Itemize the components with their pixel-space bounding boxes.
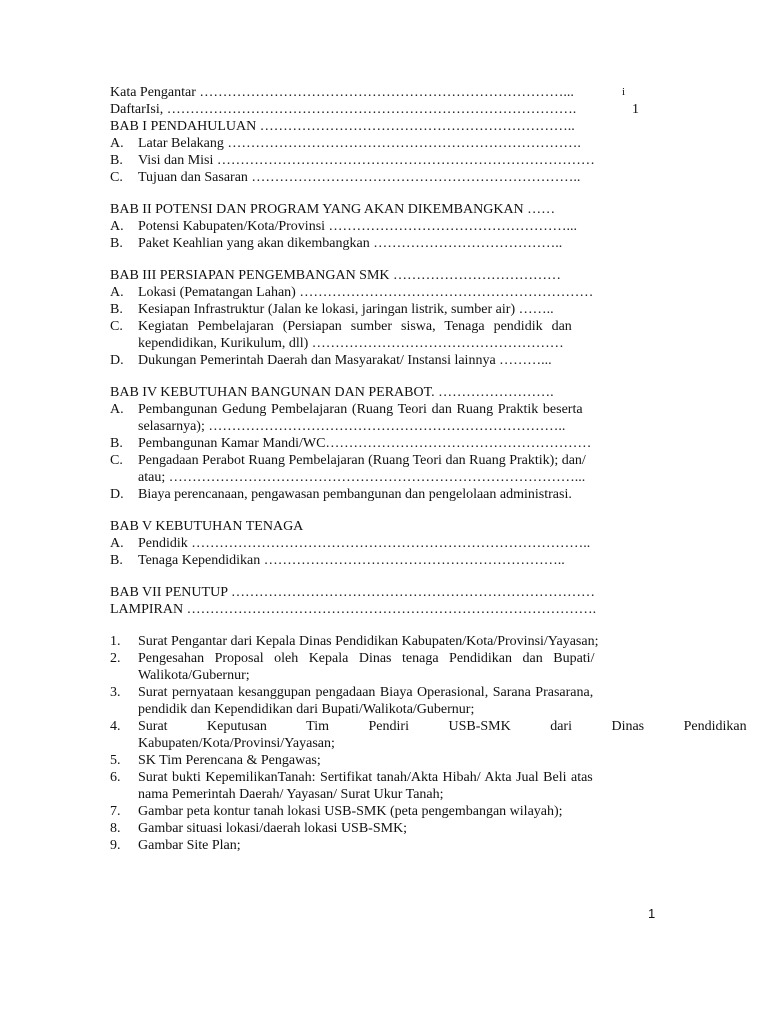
- attachment-list-item: [110, 820, 658, 837]
- chapter-heading: BAB III PERSIAPAN PENGEMBANGAN SMK ………………………………: [110, 268, 562, 283]
- table-of-contents: [110, 84, 747, 854]
- chapter-heading: BAB VII PENUTUP ……………………………………………………………………: [110, 585, 595, 600]
- attachment-list-item: [110, 650, 658, 684]
- toc-sub-item: [110, 318, 658, 352]
- item-number: 2.: [110, 651, 121, 666]
- item-text: Pembangunan Kamar Mandi/WC…………………………………………………: [138, 436, 592, 451]
- item-number: 5.: [110, 753, 121, 768]
- attachment-list-item: [110, 803, 658, 820]
- item-text: Pengadaan Perabot Ruang Pembelajaran (Ruang Teori dan Ruang Praktik); dan/: [138, 453, 586, 468]
- attachment-list-item: [110, 837, 658, 854]
- item-number: 7.: [110, 804, 121, 819]
- toc-sub-item: [110, 218, 658, 235]
- item-marker: A.: [110, 285, 124, 300]
- item-text: Surat Pengantar dari Kepala Dinas Pendidikan Kabupaten/Kota/Provinsi/Yayasan;: [138, 634, 599, 649]
- attachment-list-item: [110, 684, 658, 718]
- toc-sub-item: [110, 135, 658, 152]
- item-marker: C.: [110, 170, 123, 185]
- toc-page-number: i: [622, 86, 626, 98]
- item-number: 4.: [110, 719, 121, 734]
- item-text-continuation: kependidikan, Kurikulum, dll) ………………………………………………: [138, 336, 564, 351]
- toc-sub-item: [110, 301, 658, 318]
- item-text: Latar Belakang ………………………………………………………………….: [138, 136, 581, 151]
- item-text: SK Tim Perencana & Pengawas;: [138, 753, 321, 768]
- item-text-continuation: atau; ……………………………………………………………………………...: [138, 470, 586, 485]
- attachment-list-item: [110, 718, 747, 752]
- item-text-continuation: Walikota/Gubernur;: [138, 668, 250, 683]
- item-text: Pengesahan Proposal oleh Kepala Dinas tenaga Pendidikan dan Bupati/: [138, 651, 595, 666]
- item-marker: A.: [110, 136, 124, 151]
- item-marker: B.: [110, 302, 123, 317]
- toc-sub-item: [110, 401, 658, 435]
- item-text: Surat Keputusan Tim Pendiri USB-SMK dari Dinas Pendidikan: [138, 719, 747, 734]
- item-marker: C.: [110, 453, 123, 468]
- chapter-heading: BAB I PENDAHULUAN …………………………………………………………..: [110, 119, 575, 134]
- item-number: 1.: [110, 634, 121, 649]
- chapter-heading: BAB IV KEBUTUHAN BANGUNAN DAN PERABOT. …………………….: [110, 385, 554, 400]
- item-text-continuation: Kabupaten/Kota/Provinsi/Yayasan;: [138, 736, 335, 751]
- item-text-continuation: nama Pemerintah Daerah/ Yayasan/ Surat Ukur Tanah;: [138, 787, 444, 802]
- item-text: Surat pernyataan kesanggupan pengadaan Biaya Operasional, Sarana Prasarana,: [138, 685, 594, 700]
- toc-sub-item: [110, 169, 658, 186]
- toc-sub-item: [110, 352, 658, 369]
- toc-sub-item: [110, 235, 658, 252]
- item-text-continuation: pendidik dan Kependidikan dari Bupati/Walikota/Gubernur;: [138, 702, 475, 717]
- toc-daftar-isi: [110, 101, 658, 118]
- item-text: Tujuan dan Sasaran ……………………………………………………………..: [138, 170, 581, 185]
- item-text: Gambar situasi lokasi/daerah lokasi USB-SMK;: [138, 821, 408, 836]
- item-text: Pendidik …………………………………………………………………………..: [138, 536, 591, 551]
- item-text: Tenaga Kependidikan ………………………………………………………..: [138, 553, 565, 568]
- item-text: Pembangunan Gedung Pembelajaran (Ruang Teori dan Ruang Praktik beserta: [138, 402, 583, 417]
- attachment-list-item: [110, 633, 658, 650]
- toc-sub-item: [110, 152, 658, 169]
- item-number: 8.: [110, 821, 121, 836]
- item-marker: A.: [110, 219, 124, 234]
- item-marker: B.: [110, 436, 123, 451]
- toc-kata-pengantar: [110, 84, 658, 101]
- item-text: Biaya perencanaan, pengawasan pembangunan dan pengelolaan administrasi.: [138, 487, 572, 502]
- page-number: 1: [648, 906, 656, 921]
- chapter-heading: LAMPIRAN …………………………………………………………………………….: [110, 602, 597, 617]
- toc-entry-text: Kata Pengantar ……………………………………………………………………...: [110, 85, 574, 100]
- item-marker: A.: [110, 536, 124, 551]
- item-text: Kegiatan Pembelajaran (Persiapan sumber siswa, Tenaga pendidik dan: [138, 319, 572, 334]
- item-marker: C.: [110, 319, 123, 334]
- item-marker: B.: [110, 153, 123, 168]
- item-text: Potensi Kabupaten/Kota/Provinsi ……………………………………………...: [138, 219, 578, 234]
- item-number: 9.: [110, 838, 121, 853]
- item-text: Visi dan Misi ………………………………………………………………………: [138, 153, 595, 168]
- item-marker: D.: [110, 353, 124, 368]
- item-text: Lokasi (Pematangan Lahan) ………………………………………………………: [138, 285, 594, 300]
- item-number: 6.: [110, 770, 121, 785]
- item-marker: D.: [110, 487, 124, 502]
- toc-page-number: 1: [632, 102, 639, 117]
- toc-sub-item: [110, 452, 658, 486]
- attachment-list-item: [110, 769, 658, 803]
- toc-sub-item: [110, 552, 658, 569]
- toc-entry-text: DaftarIsi, …………………………………………………………………………….: [110, 102, 577, 117]
- item-text: Surat bukti KepemilikanTanah: Sertifikat tanah/Akta Hibah/ Akta Jual Beli atas: [138, 770, 593, 785]
- attachment-list-item: [110, 752, 658, 769]
- toc-sub-item: [110, 284, 658, 301]
- item-marker: A.: [110, 402, 124, 417]
- chapter-heading: BAB V KEBUTUHAN TENAGA: [110, 519, 304, 534]
- item-marker: B.: [110, 236, 123, 251]
- item-text: Gambar peta kontur tanah lokasi USB-SMK (peta pengembangan wilayah);: [138, 804, 563, 819]
- chapter-heading: BAB II POTENSI DAN PROGRAM YANG AKAN DIKEMBANGKAN ……: [110, 202, 556, 217]
- item-text-continuation: selasarnya); …………………………………………………………………..: [138, 419, 566, 434]
- item-marker: B.: [110, 553, 123, 568]
- toc-sub-item: [110, 486, 658, 503]
- item-text: Kesiapan Infrastruktur (Jalan ke lokasi, jaringan listrik, sumber air) ……..: [138, 302, 554, 317]
- toc-sub-item: [110, 535, 658, 552]
- toc-sub-item: [110, 435, 658, 452]
- item-text: Gambar Site Plan;: [138, 838, 241, 853]
- item-text: Dukungan Pemerintah Daerah dan Masyarakat/ Instansi lainnya ………...: [138, 353, 552, 368]
- item-number: 3.: [110, 685, 121, 700]
- item-text: Paket Keahlian yang akan dikembangkan …………………………………..: [138, 236, 563, 251]
